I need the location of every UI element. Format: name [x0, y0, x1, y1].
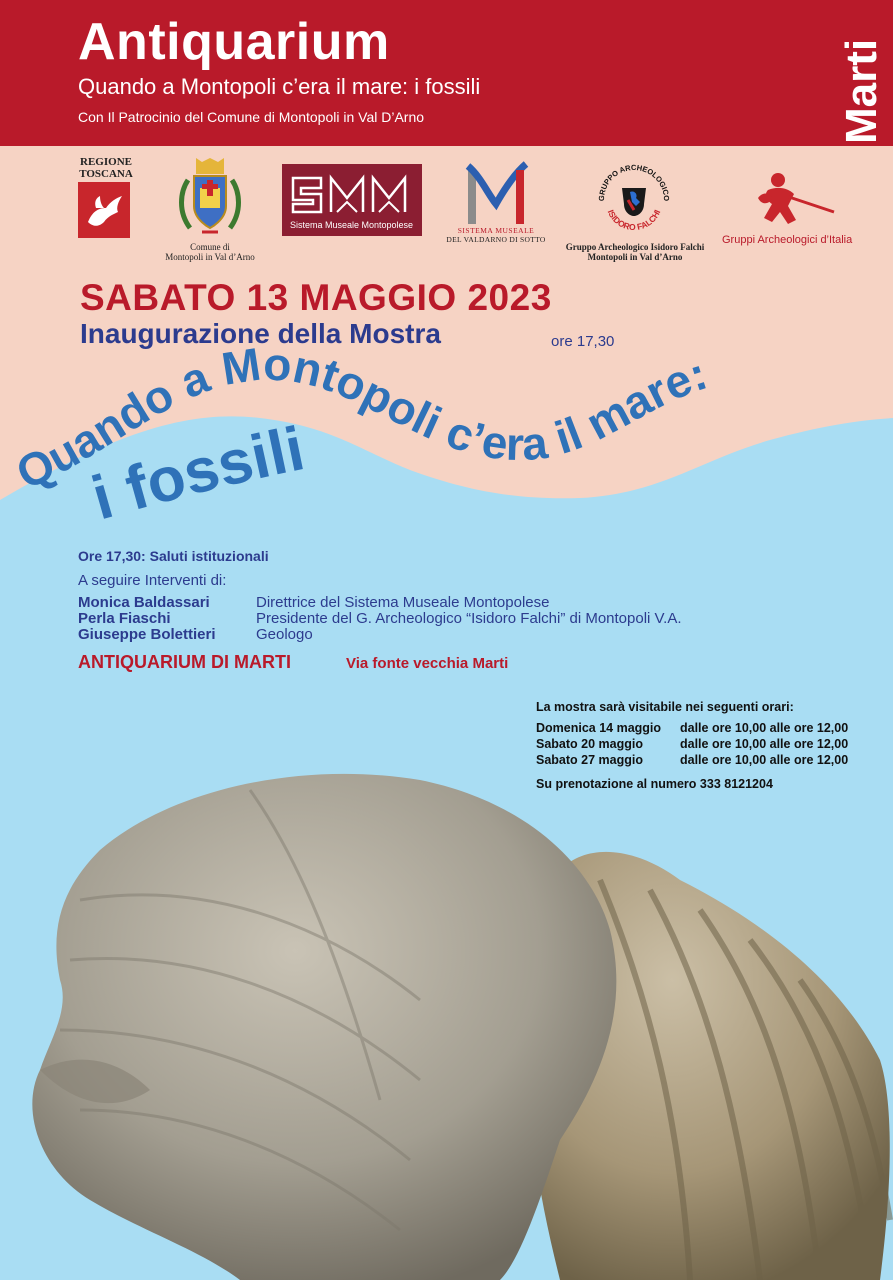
schedule-heading: La mostra sarà visitabile nei seguenti orari: — [536, 700, 794, 714]
schedule-hours: dalle ore 10,00 alle ore 12,00 — [680, 737, 849, 751]
program-greeting: Ore 17,30: Saluti istituzionali — [78, 548, 269, 564]
venue-address: Via fonte vecchia Marti — [346, 655, 509, 672]
wave-title — [0, 340, 893, 540]
schedule-hours: dalle ore 10,00 alle ore 12,00 — [680, 753, 849, 767]
comune-line1: Comune di — [190, 242, 230, 252]
left-shell — [32, 774, 616, 1280]
inauguration-title: Inaugurazione della Mostra — [80, 318, 441, 349]
inauguration-time: ore 17,30 — [551, 333, 615, 350]
header-title: Antiquarium — [78, 13, 390, 71]
falchi-line2: Montopoli in Val d’Arno — [587, 252, 683, 262]
smm-letters-logo — [287, 170, 417, 220]
gruppi-archeologici-italia-logo — [722, 170, 872, 260]
falchi-ring-top: GRUPPO ARCHEOLOGICO — [596, 162, 672, 202]
falchi-line1: Gruppo Archeologico Isidoro Falchi — [565, 242, 705, 252]
regione-line1: REGIONE — [80, 156, 132, 168]
gruppo-falchi-logo — [560, 158, 710, 268]
schedule-day: Sabato 20 maggio — [536, 737, 643, 751]
smm-caption: Sistema Museale Montopolese — [290, 220, 414, 230]
wave-title-line1: Quando a Montopoli c’era il mare: — [8, 340, 714, 500]
fossil-shells-image — [0, 700, 893, 1280]
crest-icon — [178, 158, 242, 242]
header-subtitle: Quando a Montopoli c’era il mare: i fossili — [78, 74, 481, 99]
comune-montopoli-logo — [160, 158, 260, 268]
sistema-valdarno-logo — [446, 160, 546, 250]
event-date: SABATO 13 MAGGIO 2023 — [80, 277, 552, 318]
falchi-emblem-icon — [592, 158, 676, 242]
falchi-ring-bottom: ISIDORO FALCHI — [605, 208, 663, 233]
valdarno-line2: DEL VALDARNO DI SOTTO — [446, 235, 546, 244]
gai-caption: Gruppi Archeologici d’Italia — [722, 234, 853, 246]
regione-line2: TOSCANA — [79, 168, 133, 180]
speaker-name: Monica Baldassari — [78, 594, 210, 611]
speaker-role: Direttrice del Sistema Museale Montopolese — [256, 594, 550, 611]
marti-label-text: Marti — [837, 38, 886, 144]
header-patronage: Con Il Patrocinio del Comune di Montopoli in Val D’Arno — [78, 109, 425, 125]
marti-side-label — [826, 6, 892, 146]
speaker-name: Giuseppe Bolettieri — [78, 626, 216, 643]
smm-logo — [282, 164, 422, 236]
speaker-role: Presidente del G. Archeologico “Isidoro Falchi” di Montopoli V.A. — [256, 610, 682, 627]
speaker-role: Geologo — [256, 626, 313, 643]
schedule-hours: dalle ore 10,00 alle ore 12,00 — [680, 721, 849, 735]
schedule-day: Domenica 14 maggio — [536, 721, 662, 735]
m-letter-icon — [460, 160, 532, 226]
pegasus-flag-icon — [78, 182, 130, 238]
schedule-day: Sabato 27 maggio — [536, 753, 643, 767]
valdarno-line1: SISTEMA MUSEALE — [457, 226, 535, 235]
program-intro: A seguire Interventi di: — [78, 572, 227, 589]
speaker-name: Perla Fiaschi — [78, 610, 171, 627]
comune-line2: Montopoli in Val d’Arno — [165, 252, 255, 262]
venue-name: ANTIQUARIUM DI MARTI — [78, 652, 291, 672]
schedule-booking: Su prenotazione al numero 333 8121204 — [536, 777, 773, 791]
warrior-icon — [748, 170, 838, 234]
wave-title-line2: i fossili — [84, 414, 310, 534]
regione-toscana-logo — [76, 156, 136, 242]
